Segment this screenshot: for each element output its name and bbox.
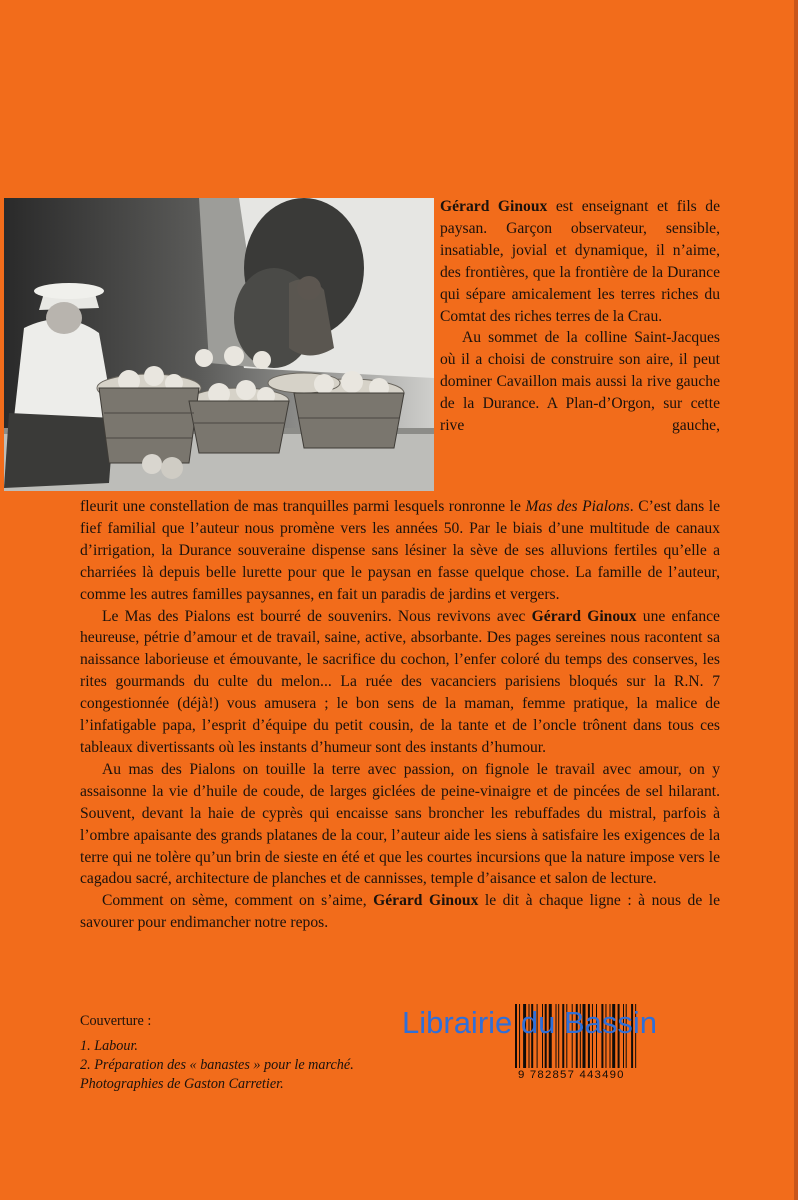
blurb-text-4b: le dit à chaque ligne : à nous de le savourer pour endimancher notre repos. — [80, 892, 720, 932]
author-name-2: Gérard Ginoux — [531, 607, 637, 625]
blurb-text-4a: Comment on sème, comment on s’aime, — [102, 892, 374, 910]
caption-line-3: Photographies de Gaston Carretier. — [80, 1076, 284, 1092]
caption-line-2: 2. Préparation des « banastes » pour le marché. — [80, 1057, 354, 1073]
cover-caption — [80, 1012, 440, 1094]
cover-photo-melon-harvest — [4, 198, 434, 491]
blurb-text-1b: . C’est dans le fief familial que l’auteur nous promène vers les années 50. Par le biais d’une multitude de canaux d’irrigation, la Durance souveraine dispense sans lésiner la sève de ses alluvions fertiles qu’elle a charriées là depuis belle lurette pour que le paysan en fasse quelque chose. La famille de l’auteur, comme les autres familles paysannes, en fait un paradis de jardins et vergers. — [80, 498, 720, 603]
blurb-text-2a: Le Mas des Pialons est bourré de souvenirs. Nous revivons avec — [102, 607, 532, 625]
author-bio — [440, 196, 720, 437]
blurb-main — [80, 496, 720, 934]
shop-watermark: Librairie du Bassin — [402, 1005, 658, 1040]
bio-paragraph-1 — [440, 196, 720, 327]
caption-heading: Couverture : — [80, 1013, 152, 1029]
blurb-title-mas: Mas des Pialons — [525, 498, 630, 515]
author-name-3: Gérard Ginoux — [373, 892, 479, 910]
blurb-text-2b: une enfance heureuse, pétrie d’amour et de travail, saine, active, absorbante. Des pages sereines nous racontent sa naissance laborieuse et émouvante, le sacrifice du cochon, l’enfer coloré du temps des conserves, les rites gourmands du culte du melon... La ruée des vacanciers parisiens bloqués sur la R.N. 7 congestionnée (déjà!) vous amusera ; le bon sens de la maman, femme pratique, la malice de l’infatigable papa, l’esprit d’équipe du petit cousin, de la tante et de l’oncle trônent dans tous ces tableaux divertissants où les instants d’humeur sont des instants d’humour. — [80, 607, 720, 756]
bio-text-1: est enseignant et fils de paysan. Garçon observateur, sensible, insatiable, jovial et dynamique, il n’aime, des frontières, que la frontière de la Durance qui sépare amicalement les terres riches du Comtat des riches terres de la Crau. — [440, 198, 720, 325]
caption-line-1: 1. Labour. — [80, 1038, 138, 1054]
author-name: Gérard Ginoux — [440, 198, 548, 215]
blurb-paragraph-2 — [80, 606, 720, 759]
blurb-paragraph-3: Au mas des Pialons on touille la terre avec passion, on fignole le travail avec amour, on y assaisonne la vie d’huile de coude, de larges giclées de peine-vinaigre et de pincées de sel hilarant. Souvent, devant la haie de cyprès qui encaisse sans broncher les rebuffades du mistral, parfois à l’ombre apaisante des grands platanes de la cour, l’auteur aide les siens à satisfaire les exigences de la terre qui ne tolère qu’un brin de sieste en été et que les courtes incursions que la nature impose vers le cagadou sacré, architecture de planches et de cannisses, temple d’aisance et salon de lecture. — [80, 760, 720, 888]
blurb-paragraph-1 — [80, 496, 720, 606]
isbn-number: 9 782857 443490 — [518, 1069, 625, 1081]
blurb-paragraph-4 — [80, 890, 720, 934]
blurb-text-1a: fleurit une constellation de mas tranquilles parmi lesquels ronronne le — [80, 498, 526, 515]
bio-paragraph-2: Au sommet de la colline Saint-Jacques où il a choisi de construire son aire, il peut dominer Cavaillon mais aussi la rive gauche de la Durance. A Plan-d’Orgon, sur cette rive gauche, — [440, 329, 720, 435]
